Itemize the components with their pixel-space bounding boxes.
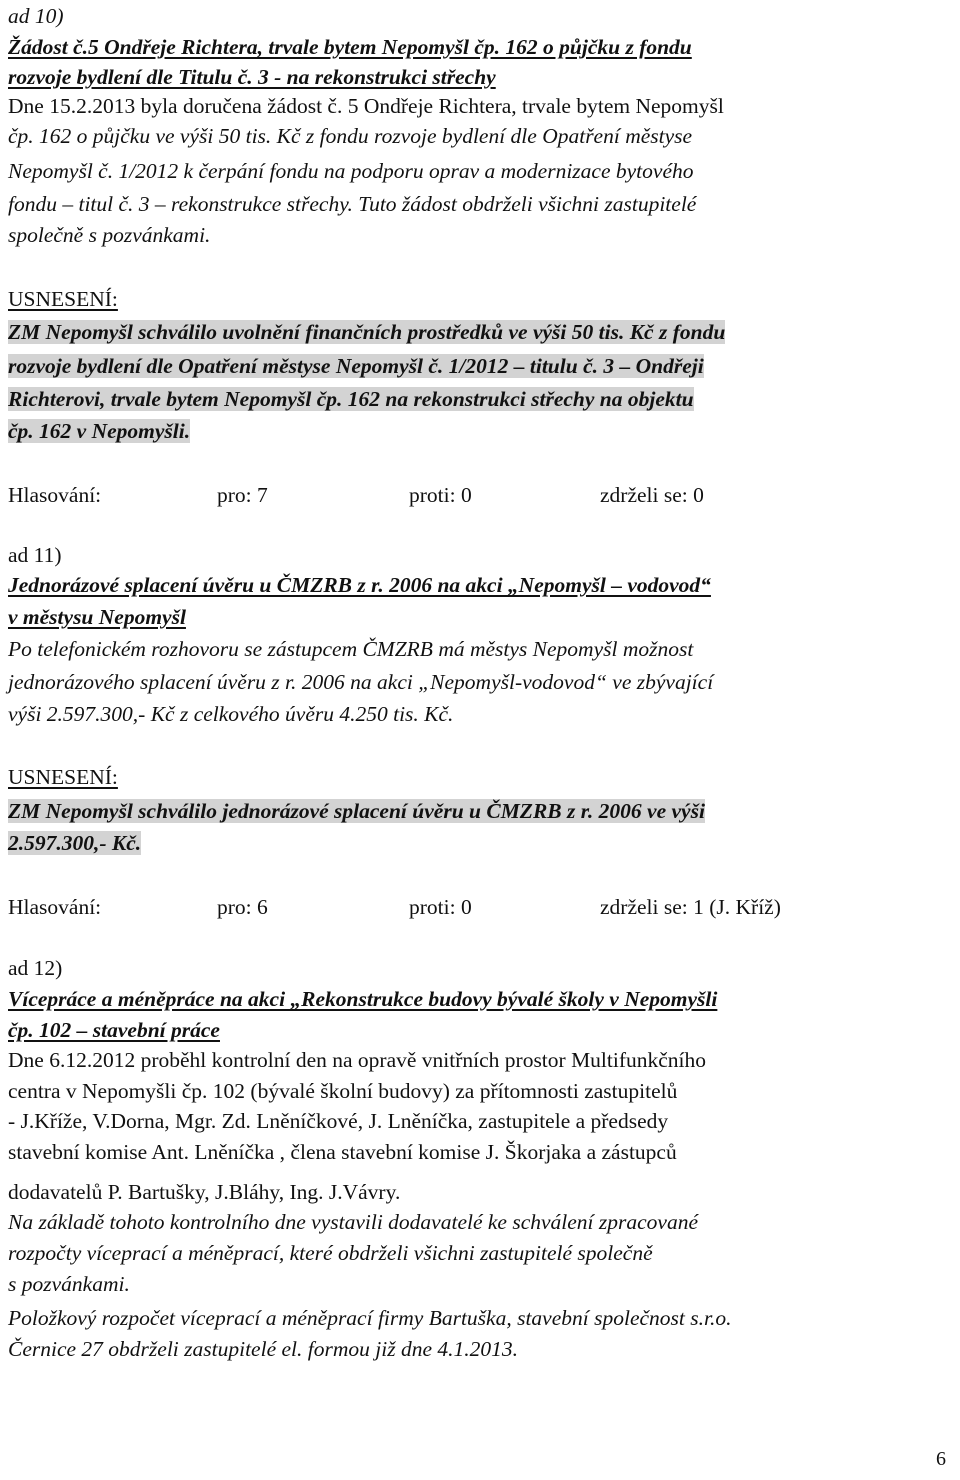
vote-label: Hlasování: [8,483,102,507]
body-line: centra v Nepomyšli čp. 102 (bývalé školní budovy) za přítomnosti zastupitelů [8,1079,678,1103]
resolution-line: čp. 162 v Nepomyšli. [8,419,191,443]
item-number: ad 10) [8,4,64,28]
resolution-label: USNESENÍ: [8,287,118,311]
vote-pro: pro: 6 [217,895,268,919]
resolution-line: ZM Nepomyšl schválilo jednorázové splacení úvěru u ČMZRB z r. 2006 ve výši [8,799,705,823]
vote-proti: proti: 0 [409,895,472,919]
body-line: stavební komise Ant. Lněníčka , člena stavební komise J. Škorjaka a zástupců [8,1140,677,1164]
body-line: fondu – titul č. 3 – rekonstrukce střechy. Tuto žádost obdrželi všichni zastupitelé [8,192,697,216]
resolution-line: ZM Nepomyšl schválilo uvolnění finančních prostředků ve výši 50 tis. Kč z fondu [8,320,726,344]
item-number: ad 12) [8,956,63,980]
body-line: Dne 15.2.2013 byla doručena žádost č. 5 Ondřeje Richtera, trvale bytem Nepomyšl [8,94,724,118]
resolution-line: rozvoje bydlení dle Opatření městyse Nepomyšl č. 1/2012 – titulu č. 3 – Ondřeji [8,354,704,378]
body-line: výši 2.597.300,- Kč z celkového úvěru 4.250 tis. Kč. [8,702,454,726]
item-number: ad 11) [8,543,62,567]
resolution-line: Richterovi, trvale bytem Nepomyšl čp. 162 na rekonstrukci střechy na objektu [8,387,694,411]
vote-abstain: zdrželi se: 0 [600,483,704,507]
item-heading: Jednorázové splacení úvěru u ČMZRB z r. 2006 na akci „Nepomyšl – vodovod“ [8,573,711,597]
body-line: Nepomyšl č. 1/2012 k čerpání fondu na podporu oprav a modernizace bytového [8,159,694,183]
item-heading: Žádost č.5 Ondřeje Richtera, trvale bytem Nepomyšl čp. 162 o půjčku z fondu [8,35,692,59]
item-heading: čp. 102 – stavební práce [8,1018,220,1042]
page-number: 6 [936,1448,946,1470]
body-line: čp. 162 o půjčku ve výši 50 tis. Kč z fondu rozvoje bydlení dle Opatření městyse [8,124,693,148]
vote-proti: proti: 0 [409,483,472,507]
body-line: jednorázového splacení úvěru z r. 2006 na akci „Nepomyšl-vodovod“ ve zbývající [8,670,714,694]
body-line: Položkový rozpočet víceprací a méněprací firmy Bartuška, stavební společnost s.r.o. [8,1306,732,1330]
body-line: Dne 6.12.2012 proběhl kontrolní den na opravě vnitřních prostor Multifunkčního [8,1048,707,1072]
resolution-line: 2.597.300,- Kč. [8,831,142,855]
body-line: společně s pozvánkami. [8,223,211,247]
item-heading: rozvoje bydlení dle Titulu č. 3 - na rekonstrukci střechy [8,65,496,89]
body-line: - J.Kříže, V.Dorna, Mgr. Zd. Lněníčkové, J. Lněníčka, zastupitele a předsedy [8,1109,669,1133]
body-line: Po telefonickém rozhovoru se zástupcem ČMZRB má městys Nepomyšl možnost [8,637,694,661]
vote-pro: pro: 7 [217,483,268,507]
vote-abstain: zdrželi se: 1 (J. Kříž) [600,895,781,919]
body-line: rozpočty víceprací a méněprací, které obdrželi všichni zastupitelé společně [8,1241,653,1265]
vote-label: Hlasování: [8,895,102,919]
item-heading: Vícepráce a méněpráce na akci „Rekonstrukce budovy bývalé školy v Nepomyšli [8,987,718,1011]
body-line: dodavatelů P. Bartušky, J.Bláhy, Ing. J.Vávry. [8,1180,401,1204]
body-line: s pozvánkami. [8,1272,130,1296]
resolution-label: USNESENÍ: [8,765,118,789]
item-heading: v městysu Nepomyšl [8,605,186,629]
body-line: Černice 27 obdrželi zastupitelé el. formou již dne 4.1.2013. [8,1337,518,1361]
body-line: Na základě tohoto kontrolního dne vystavili dodavatelé ke schválení zpracované [8,1210,699,1234]
